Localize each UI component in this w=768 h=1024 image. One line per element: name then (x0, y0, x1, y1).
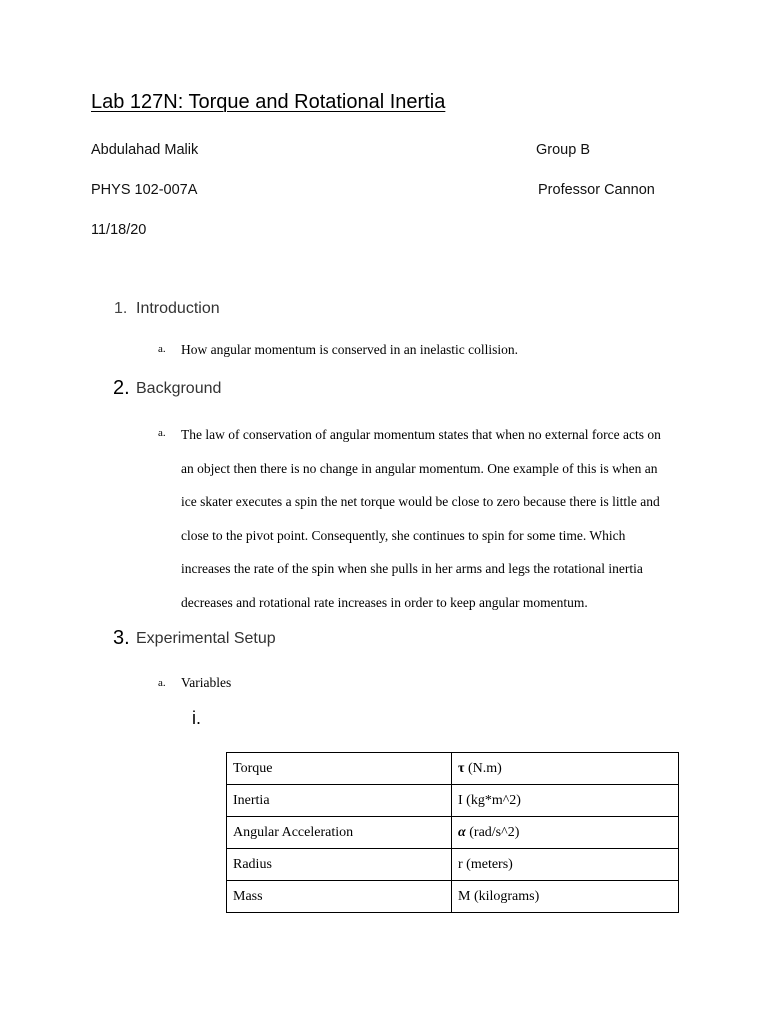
paragraph-line: an object then there is no change in angular momentum. One example of this is when an (181, 460, 658, 476)
section-2-heading: Background (136, 380, 222, 397)
variable-symbol-cell (452, 817, 679, 849)
variable-symbol: r (458, 856, 463, 872)
section-3-item-text: Variables (181, 675, 232, 690)
variable-name-cell: Radius (227, 849, 452, 881)
variable-symbol-cell (452, 881, 679, 913)
variable-symbol: τ (458, 760, 465, 776)
table-row (227, 817, 679, 849)
variables-table (226, 752, 679, 913)
variable-symbol: M (458, 888, 471, 904)
section-1-item-text: How angular momentum is conserved in an inelastic collision. (181, 342, 519, 357)
variable-symbol-cell (452, 753, 679, 785)
variable-name-cell: Angular Acceleration (227, 817, 452, 849)
section-3-heading: Experimental Setup (136, 630, 276, 647)
section-1-number: 1. (114, 300, 128, 317)
section-2-number: 2. (113, 377, 130, 399)
paragraph-line: The law of conservation of angular momentum states that when no external force acts on (181, 427, 661, 442)
table-row (227, 881, 679, 913)
variable-name-cell: Torque (227, 753, 452, 785)
paragraph-line: decreases and rotational rate increases in order to keep angular momentum. (181, 594, 588, 610)
table-row (227, 785, 679, 817)
variable-symbol: I (458, 792, 463, 808)
paragraph-line: increases the rate of the spin when she pulls in her arms and legs the rotational inertia (181, 561, 643, 576)
variable-unit: (kilograms) (473, 888, 540, 904)
report-date: 11/18/20 (91, 222, 147, 238)
variable-unit: (rad/s^2) (469, 824, 520, 840)
variable-unit: (kg*m^2) (466, 792, 521, 808)
section-2-item-marker: a. (158, 427, 166, 439)
table-row (227, 753, 679, 785)
variable-unit: (N.m) (467, 760, 502, 776)
section-3-number: 3. (113, 627, 130, 649)
paragraph-line: ice skater executes a spin the net torque would be close to zero because there is little and (181, 494, 660, 509)
background-paragraph (181, 418, 681, 619)
group-label: Group B (536, 142, 590, 158)
variable-symbol-cell (452, 785, 679, 817)
document-title: Lab 127N: Torque and Rotational Inertia (91, 91, 446, 113)
variable-name-cell: Inertia (227, 785, 452, 817)
variable-symbol: α (458, 824, 466, 840)
variable-symbol-cell (452, 849, 679, 881)
table-row (227, 849, 679, 881)
variable-unit: (meters) (466, 856, 513, 872)
section-1-heading: Introduction (136, 300, 220, 317)
section-1-item-marker: a. (158, 343, 166, 355)
course-code: PHYS 102-007A (91, 182, 198, 198)
author-name: Abdulahad Malik (91, 142, 199, 158)
section-3-subitem-marker: i. (192, 708, 201, 728)
variable-name-cell: Mass (227, 881, 452, 913)
section-3-item-marker: a. (158, 677, 166, 689)
professor-name: Professor Cannon (538, 182, 655, 198)
paragraph-line: close to the pivot point. Consequently, she continues to spin for some time. Which (181, 527, 626, 543)
